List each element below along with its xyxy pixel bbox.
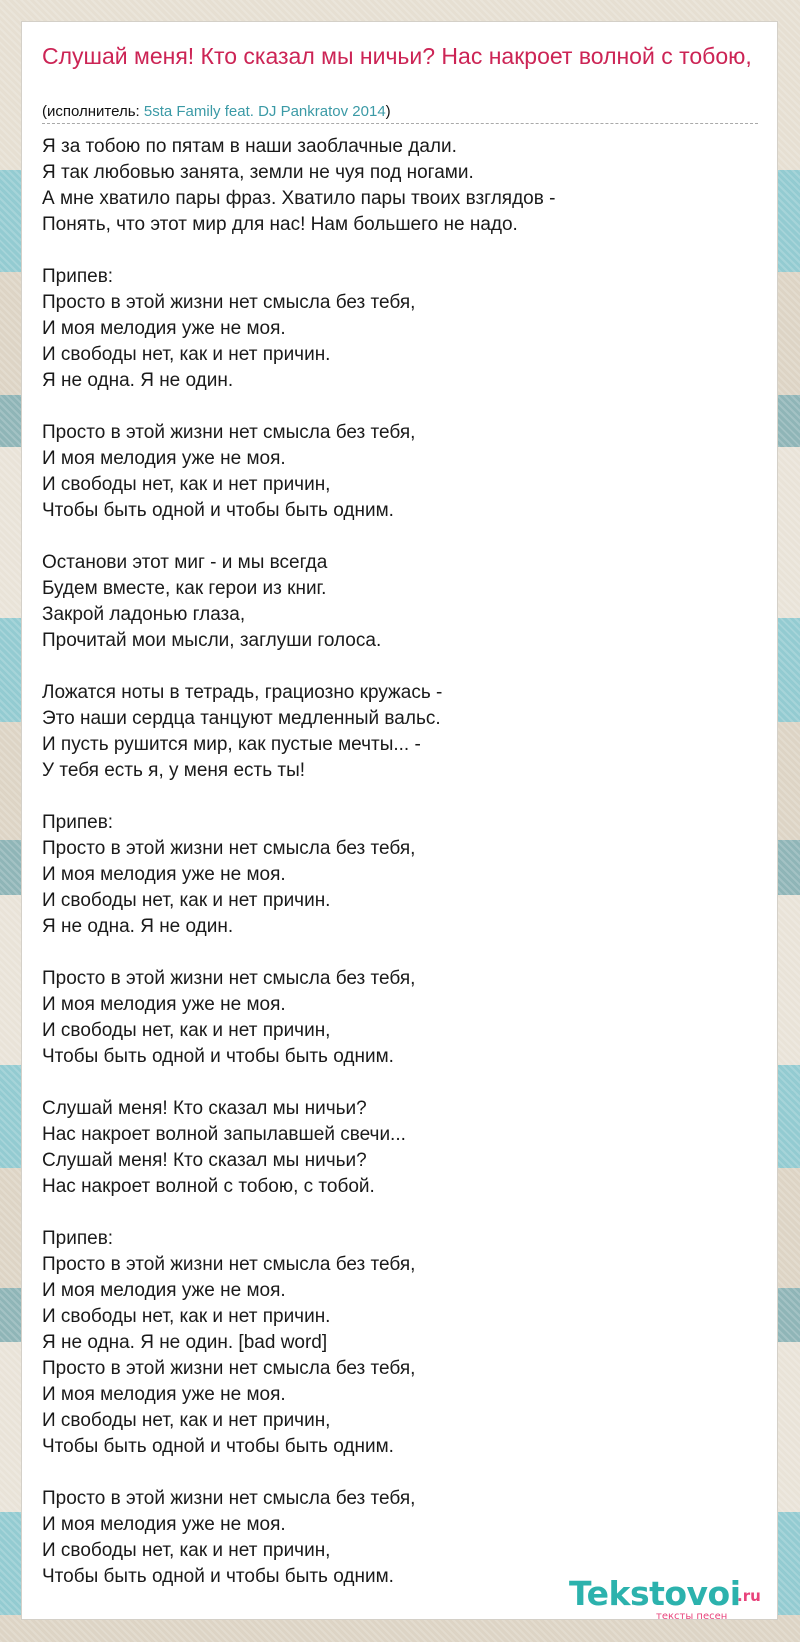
logo-tagline: тексты песен xyxy=(656,1611,728,1622)
artist-byline xyxy=(42,102,758,124)
byline-suffix: ) xyxy=(385,103,391,120)
lyrics-text: Я за тобою по пятам в наши заоблачные дали. Я так любовью занята, земли не чуя под ногами. А мне хватило пары фраз. Хватило пары твоих взглядов - Понять, что этот мир для нас! Нам большего не надо. Припев: Просто в этой жизни нет смысла без тебя, И моя мелодия уже не моя. И свободы нет, как и нет причин. Я не одна. Я не один. Просто в этой жизни нет смысла без тебя, И моя мелодия уже не моя. И свободы нет, как и нет причин, Чтобы быть одной и чтобы быть одним. Останови этот миг - и мы всегда Будем вместе, как герои из книг. Закрой ладонью глаза, Прочитай мои мысли, заглуши голоса. Ложатся ноты в тетрадь, грациозно кружась - Это наши сердца танцуют медленный вальс. И пусть рушится мир, как пустые мечты... - У тебя есть я, у меня есть ты! Припев: Просто в этой жизни нет смысла без тебя, И моя мелодия уже не моя. И свободы нет, как и нет причин. Я не одна. Я не один. Просто в этой жизни нет смысла без тебя, И моя мелодия уже не моя. И свободы нет, как и нет причин, Чтобы быть одной и чтобы быть одним. Слушай меня! Кто сказал мы ничьи? Нас накроет волной запылавшей свечи... Слушай меня! Кто сказал мы ничьи? Нас накроет волной с тобою, с тобой. Припев: Просто в этой жизни нет смысла без тебя, И моя мелодия уже не моя. И свободы нет, как и нет причин. Я не одна. Я не один. [bad word] Просто в этой жизни нет смысла без тебя, И моя мелодия уже не моя. И свободы нет, как и нет причин, Чтобы быть одной и чтобы быть одним. Просто в этой жизни нет смысла без тебя, И моя мелодия уже не моя. И свободы нет, как и нет причин, Чтобы быть одной и чтобы быть одним. xyxy=(42,136,556,1587)
byline-prefix: (исполнитель: xyxy=(42,103,144,120)
song-title: Слушай меня! Кто сказал мы ничьи? Нас накроет волной с тобою, xyxy=(42,43,752,69)
logo-domain: .ru xyxy=(737,1587,761,1605)
lyrics-card xyxy=(21,21,778,1620)
artist-link[interactable]: 5sta Family feat. DJ Pankratov 2014 xyxy=(143,103,386,120)
logo-name: Tekstovoi xyxy=(569,1574,741,1613)
site-logo[interactable] xyxy=(569,1574,784,1622)
